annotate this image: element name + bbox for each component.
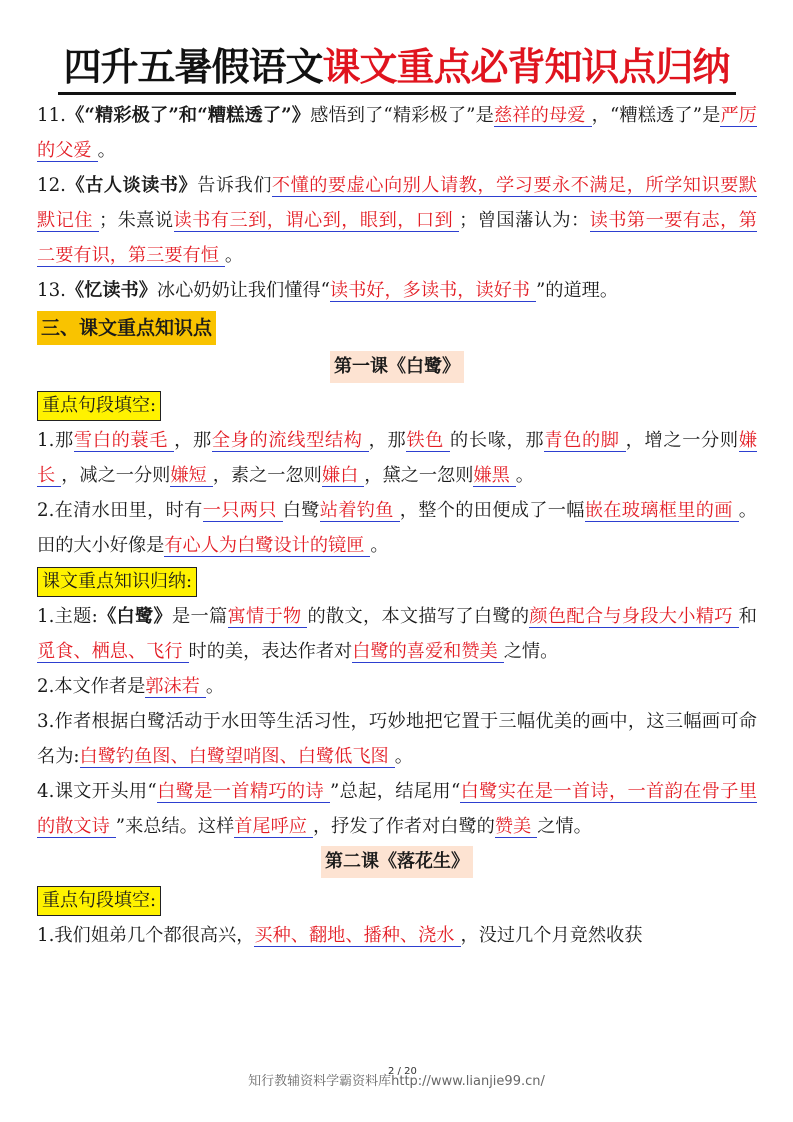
fill-answer: 郭沫若 [145, 676, 206, 698]
fill-answer: 青色的脚 [544, 430, 625, 452]
lesson-2-heading: 第二课《落花生》 [321, 846, 473, 878]
fill-answer: 白鹭是一首精巧的诗 [157, 781, 330, 803]
fill-answer: 雪白的蓑毛 [74, 430, 174, 452]
fill-answer: 铁色 [406, 430, 450, 452]
lesson1-knowledge-4: 4.课文开头用“白鹭是一首精巧的诗 ”总起，结尾用“白鹭实在是一首诗，一首韵在骨子里的散文诗 ”来总结。这样首尾呼应 ，抒发了作者对白鹭的赞美 之情。 [37, 781, 757, 837]
lesson-1-heading: 第一课《白鹭》 [330, 351, 464, 383]
fill-answer: 白鹭实在是一首诗，一首韵在骨子里的散文诗 [37, 781, 757, 837]
fill-answer: 白鹭的喜爱和赞美 [352, 641, 504, 663]
fill-answer: 嫌短 [170, 465, 212, 487]
fill-answer: 首尾呼应 [234, 816, 313, 838]
lesson-2-heading-wrap [37, 846, 757, 878]
item-12: 12.《古人谈读书》告诉我们不懂的要虚心向别人请教，学习要永不满足，所学知识要默默记住 ；朱熹说读书有三到，谓心到，眼到，口到 ；曾国藩认为：读书第一要有志，第二要有识，第三要有恒 。 [37, 175, 757, 266]
item-12-title: 《古人谈读书》 [65, 175, 198, 196]
fill-answer: 站着钓鱼 [320, 500, 400, 522]
fill-answer: 寓情于物 [228, 606, 308, 628]
lesson1-sentence-1: 1.那雪白的蓑毛 ，那全身的流线型结构 ，那铁色 的长喙，那青色的脚 ，增之一分则嫌长 ，减之一分则嫌短 ，素之一忽则嫌白 ，黛之一忽则嫌黑 。 [37, 430, 757, 486]
fill-answer: 赞美 [495, 816, 537, 838]
fill-answer: 慈祥的母爱 [494, 105, 592, 127]
footer-watermark: 知行教辅资料学霸资料库http://www.lianjie99.cn/ [248, 1074, 545, 1089]
fill-blank-label: 重点句段填空: [37, 391, 161, 421]
fill-answer: 嵌在玻璃框里的画 [585, 500, 739, 522]
page-title [0, 42, 793, 92]
fill-answer: 觅食、栖息、飞行 [37, 641, 189, 663]
fill-answer: 颜色配合与身段大小精巧 [529, 606, 738, 628]
lesson1-knowledge-2: 2.本文作者是郭沫若 。 [37, 676, 225, 697]
document-body [37, 98, 757, 953]
fill-answer: 严厉的父爱 [37, 105, 757, 161]
title-black-part: 四升五暑假语文 [63, 45, 323, 89]
fill-answer: 有心人为白鹭设计的镜匣 [164, 535, 370, 557]
title-underline [58, 92, 736, 95]
item-13: 13.《忆读书》冰心奶奶让我们懂得“读书好，多读书，读好书 ”的道理。 [37, 280, 619, 301]
lesson1-knowledge-3: 3.作者根据白鹭活动于水田等生活习性，巧妙地把它置于三幅优美的画中，这三幅画可命名为:白鹭钓鱼图、白鹭望哨图、白鹭低飞图 。 [37, 711, 757, 767]
fill-answer: 嫌白 [322, 465, 364, 487]
fill-answer: 白鹭钓鱼图、白鹭望哨图、白鹭低飞图 [80, 746, 395, 768]
lesson2-sentence-1: 1.我们姐弟几个都很高兴，买种、翻地、播种、浇水 ，没过几个月竟然收获 [37, 925, 643, 946]
fill-answer: 读书有三到，谓心到，眼到，口到 [174, 210, 460, 232]
item-11-title: 《“精彩极了”和“糟糕透了”》 [65, 105, 311, 126]
title-red-part: 课文重点必背知识点归纳 [322, 45, 730, 89]
lesson1-sentence-2: 2.在清水田里，时有一只两只 白鹭站着钓鱼 ，整个的田便成了一幅嵌在玻璃框里的画 。田的大小好像是有心人为白鹭设计的镜匣 。 [37, 500, 757, 556]
item-13-title: 《忆读书》 [65, 280, 157, 301]
lesson1-knowledge-1: 1.主题:《白鹭》是一篇寓情于物 的散文，本文描写了白鹭的颜色配合与身段大小精巧 和觅食、栖息、飞行 时的美，表达作者对白鹭的喜爱和赞美 之情。 [37, 606, 757, 662]
fill-answer: 一只两只 [203, 500, 283, 522]
fill-answer: 读书好，多读书，读好书 [330, 280, 536, 302]
fill-answer: 嫌黑 [473, 465, 515, 487]
item-11: 11.《“精彩极了”和“糟糕透了”》感悟到了“精彩极了”是慈祥的母爱 ，“糟糕透了”是严厉的父爱 。 [37, 105, 757, 161]
fill-answer: 买种、翻地、播种、浇水 [254, 925, 460, 947]
lesson-1-heading-wrap [37, 351, 757, 383]
fill-blank-label: 重点句段填空: [37, 886, 161, 916]
page-number: 2 / 20 [388, 1066, 417, 1077]
fill-answer: 嫌长 [37, 430, 757, 486]
fill-answer: 读书第一要有志，第二要有识，第三要有恒 [37, 210, 757, 266]
knowledge-summary-label: 课文重点知识归纳: [37, 567, 197, 597]
fill-answer: 全身的流线型结构 [212, 430, 369, 452]
fill-answer: 不懂的要虚心向别人请教，学习要永不满足，所学知识要默默记住 [37, 175, 757, 231]
section-heading: 三、课文重点知识点 [37, 311, 216, 345]
